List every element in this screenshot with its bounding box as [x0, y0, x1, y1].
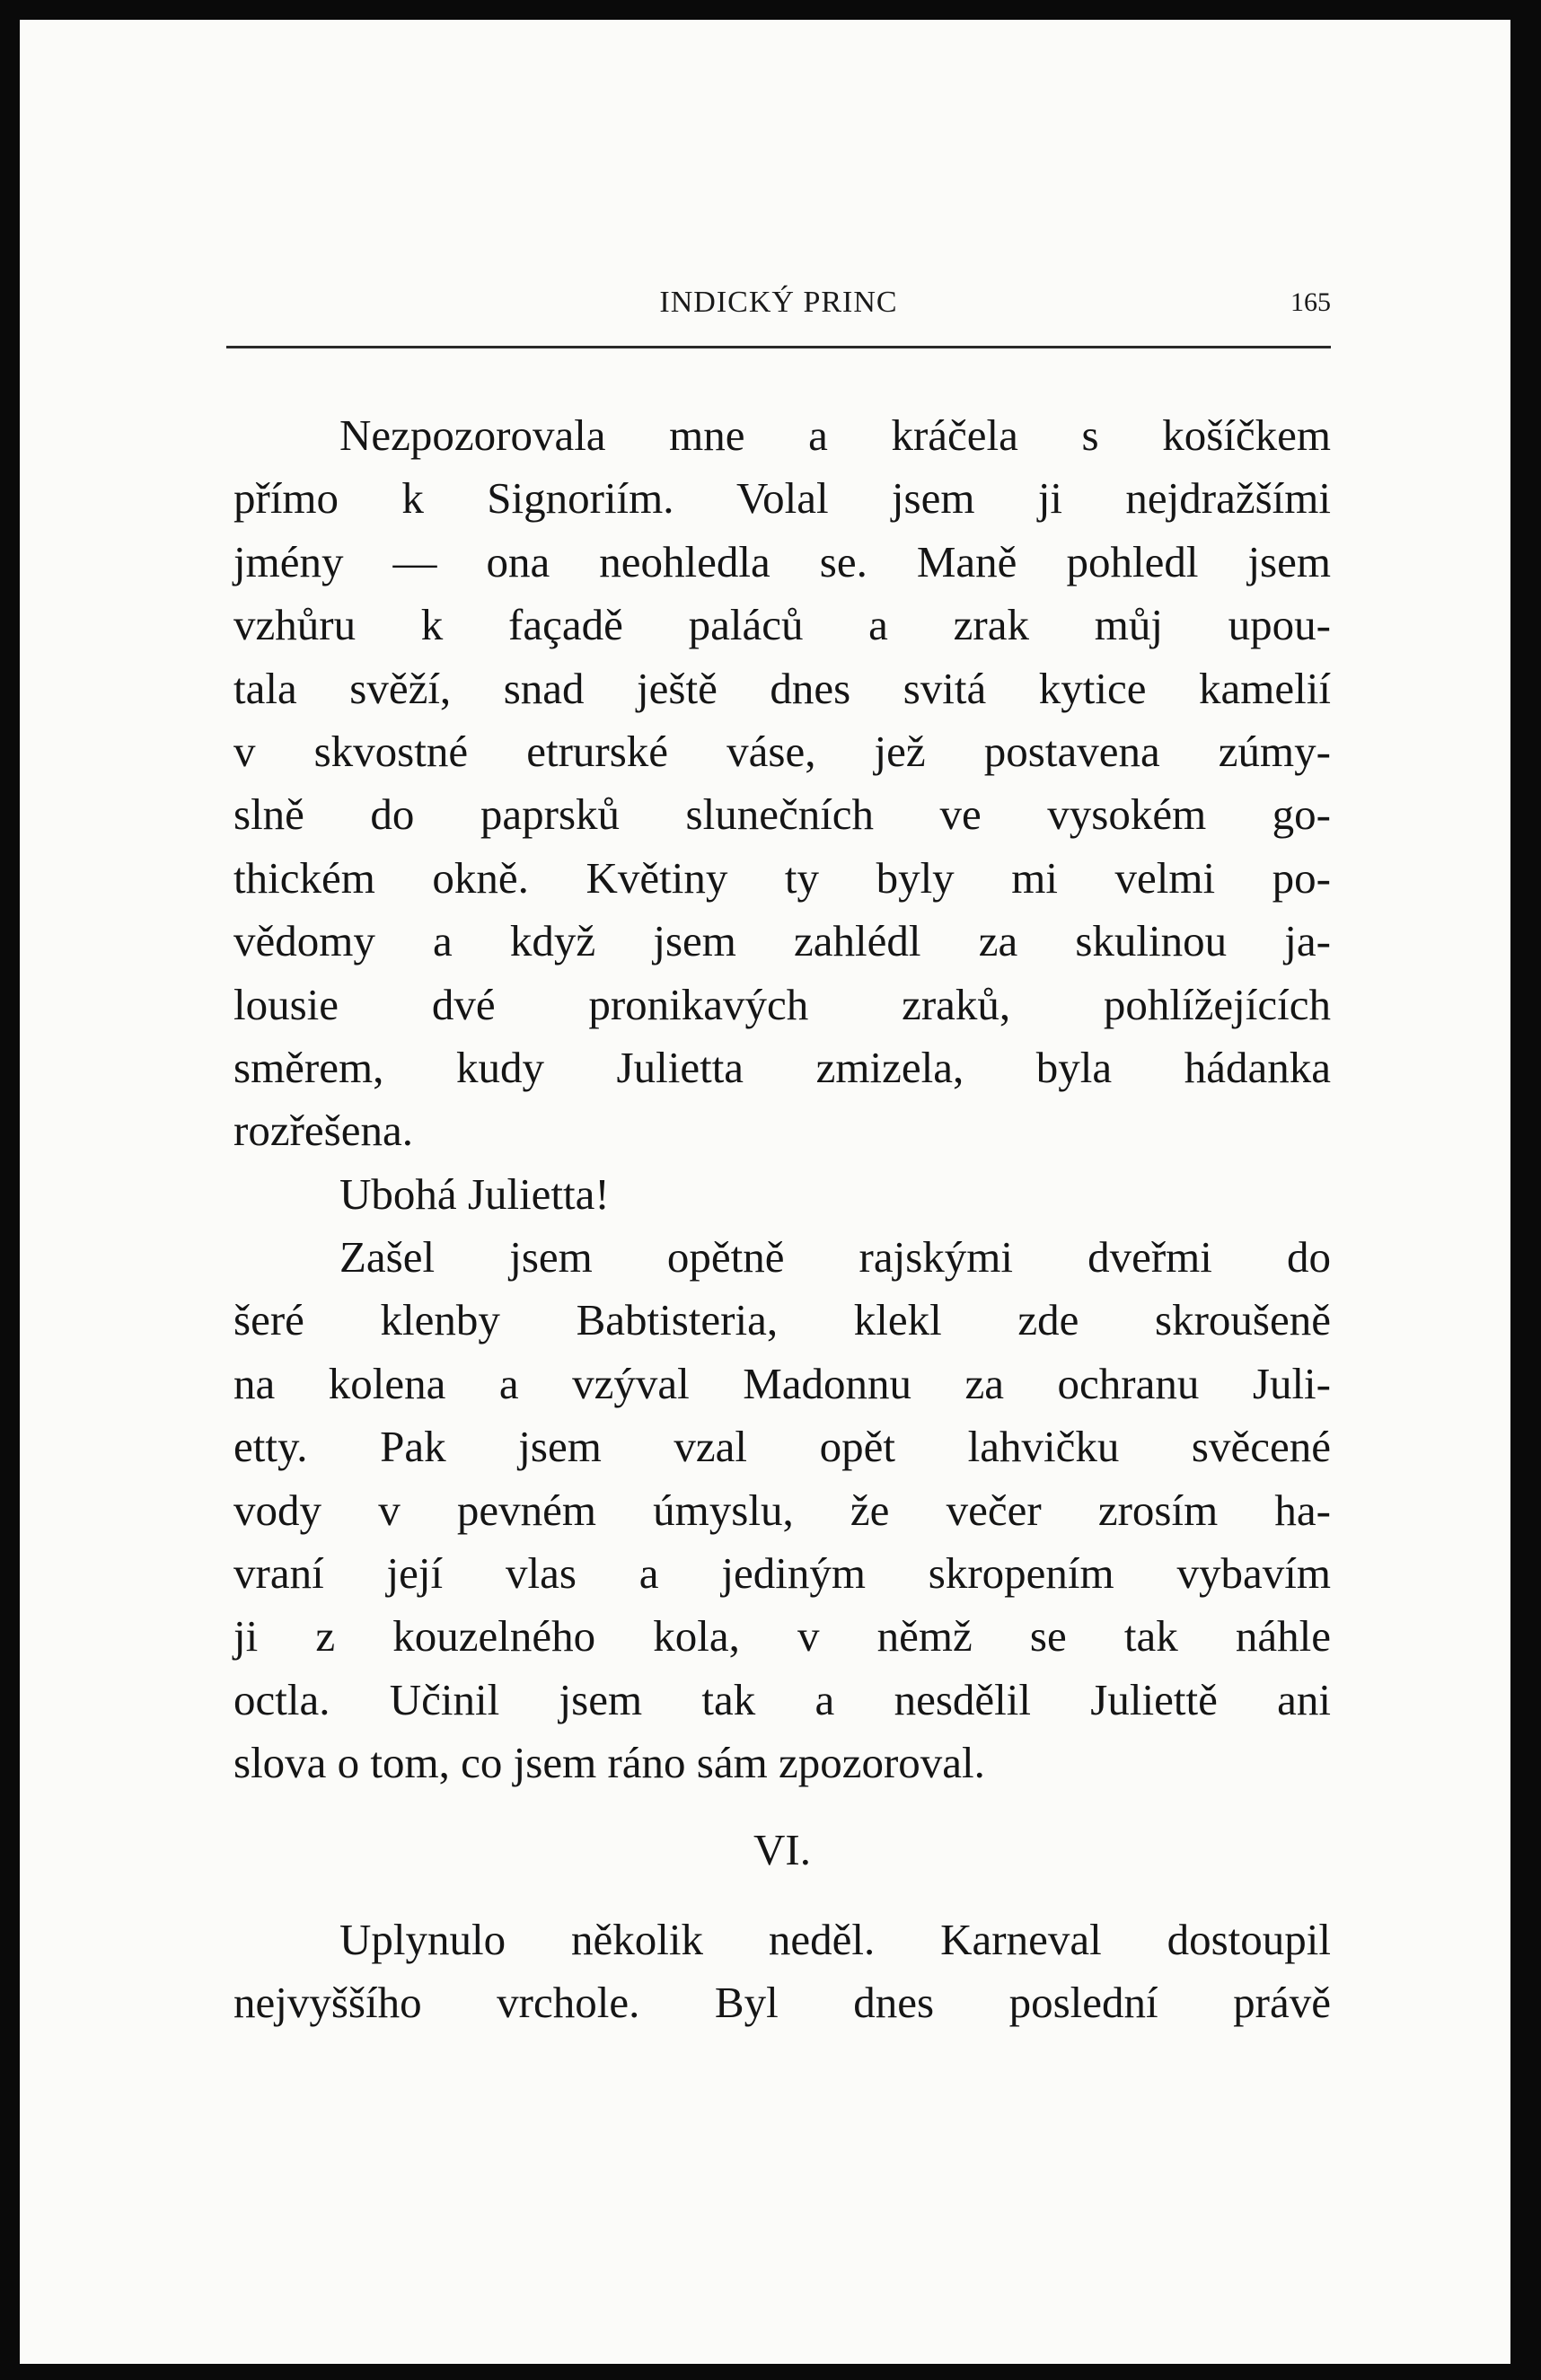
text-line: v skvostné etrurské váse, jež postavena zúmy-	[233, 726, 1331, 776]
text-line: Nezpozorovala mne a kráčela s košíčkem	[339, 410, 1331, 460]
text-line: Zašel jsem opětně rajskými dveřmi do	[339, 1232, 1331, 1283]
text-line: jmény — ona neohledla se. Maně pohledl jsem	[233, 536, 1331, 586]
text-line: ji z kouzelného kola, v němž se tak náhle	[233, 1611, 1331, 1662]
header-rule	[226, 346, 1331, 348]
text-line: vody v pevném úmyslu, že večer zrosím ha-	[233, 1485, 1331, 1535]
body-text	[233, 404, 1331, 2035]
text-line: octla. Učinil jsem tak a nesdělil Juliettě ani	[233, 1674, 1331, 1724]
text-line: na kolena a vzýval Madonnu za ochranu Juli-	[233, 1358, 1331, 1408]
text-line: thickém okně. Květiny ty byly mi velmi po-	[233, 852, 1331, 903]
running-title: INDICKÝ PRINC	[659, 286, 898, 319]
text-line: slně do paprsků slunečních ve vysokém go-	[233, 789, 1331, 840]
text-line: Ubohá Julietta!	[339, 1168, 610, 1219]
text-line: rozřešena.	[233, 1106, 413, 1156]
text-line: přímo k Signoriím. Volal jsem ji nejdražšími	[233, 473, 1331, 524]
text-line: směrem, kudy Julietta zmizela, byla hádanka	[233, 1042, 1331, 1092]
text-line: vraní její vlas a jediným skropením vybavím	[233, 1548, 1331, 1599]
chapter-heading: VI.	[753, 1824, 811, 1874]
page-number: 165	[1290, 287, 1331, 317]
text-line: vzhůru k façadě paláců a zrak můj upou-	[233, 600, 1331, 650]
text-line: tala svěží, snad ještě dnes svitá kytice kamelií	[233, 663, 1331, 713]
page-header	[226, 282, 1331, 327]
text-line: šeré klenby Babtisteria, klekl zde skroušeně	[233, 1295, 1331, 1345]
text-line: Uplynulo několik neděl. Karneval dostoupil	[339, 1914, 1331, 1964]
text-line: etty. Pak jsem vzal opět lahvičku svěcené	[233, 1422, 1331, 1472]
text-line: slova o tom, co jsem ráno sám zpozoroval.	[233, 1738, 985, 1788]
book-page	[20, 20, 1510, 2364]
text-line: nejvyššího vrchole. Byl dnes poslední právě	[233, 1978, 1331, 2028]
text-line: lousie dvé pronikavých zraků, pohlížejících	[233, 979, 1331, 1029]
text-line: vědomy a když jsem zahlédl za skulinou ja-	[233, 916, 1331, 966]
